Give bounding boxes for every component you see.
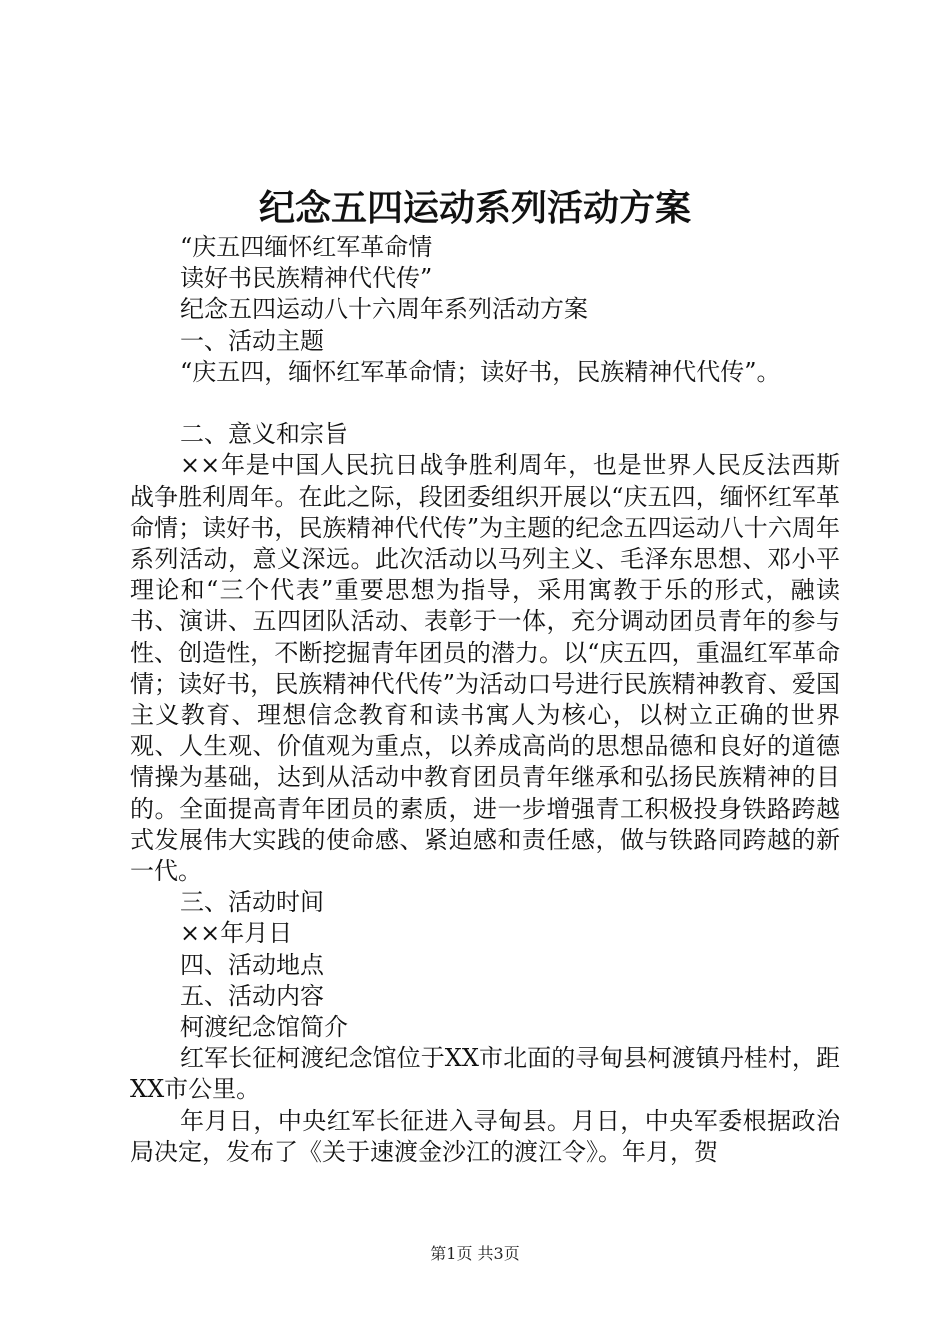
section-heading-location: 四、活动地点 (180, 950, 324, 979)
subtitle: 纪念五四运动八十六周年系列活动方案 (180, 295, 588, 324)
section-heading-content: 五、活动内容 (180, 981, 324, 1010)
section-text-time: ××年月日 (180, 919, 293, 948)
document-body (130, 232, 840, 1168)
section-text-theme: “庆五四，缅怀红军革命情；读好书，民族精神代代传”。 (180, 357, 781, 386)
section-heading-purpose: 二、意义和宗旨 (180, 420, 348, 449)
slogan-line-1: “庆五四缅怀红军革命情 (180, 233, 433, 261)
section-heading-theme: 一、活动主题 (180, 326, 324, 355)
memorial-heading: 柯渡纪念馆简介 (180, 1013, 348, 1042)
slogan-line-2: 读好书民族精神代代传” (180, 264, 433, 293)
memorial-text: 红军长征柯渡纪念馆位于XX市北面的寻甸县柯渡镇丹桂村，距XX市公里。 (130, 1044, 840, 1104)
document-title: 纪念五四运动系列活动方案 (258, 187, 691, 229)
page-footer: 第1页 共3页 (430, 1244, 520, 1263)
section-heading-time: 三、活动时间 (180, 888, 324, 917)
history-text: 年月日，中央红军长征进入寻甸县。月日，中央军委根据政治局决定，发布了《关于速渡金沙江的渡江令》。年月，贺 (130, 1106, 840, 1166)
blank-line (130, 388, 840, 419)
section-text-purpose: ××年是中国人民抗日战争胜利周年，也是世界人民反法西斯战争胜利周年。在此之际，段团委组织开展以“庆五四，缅怀红军革命情；读好书，民族精神代代传”为主题的纪念五四运动八十六周年系列活动，意义深远。此次活动以马列主义、毛泽东思想、邓小平理论和“三个代表”重要思想为指导，采用寓教于乐的形式，融读书、演讲、五四团队活动、表彰于一体，充分调动团员青年的参与性、创造性，不断挖掘青年团员的潜力。以“庆五四，重温红军革命情；读好书，民族精神代代传”为活动口号进行民族精神教育、爱国主义教育、理想信念教育和读书寓人为核心，以树立正确的世界观、人生观、价值观为重点，以养成高尚的思想品德和良好的道德情操为基础，达到从活动中教育团员青年继承和弘扬民族精神的目的。全面提高青年团员的素质，进一步增强青工积极投身铁路跨越式发展伟大实践的使命感、紧迫感和责任感，做与铁路同跨越的新一代。 (130, 451, 840, 886)
